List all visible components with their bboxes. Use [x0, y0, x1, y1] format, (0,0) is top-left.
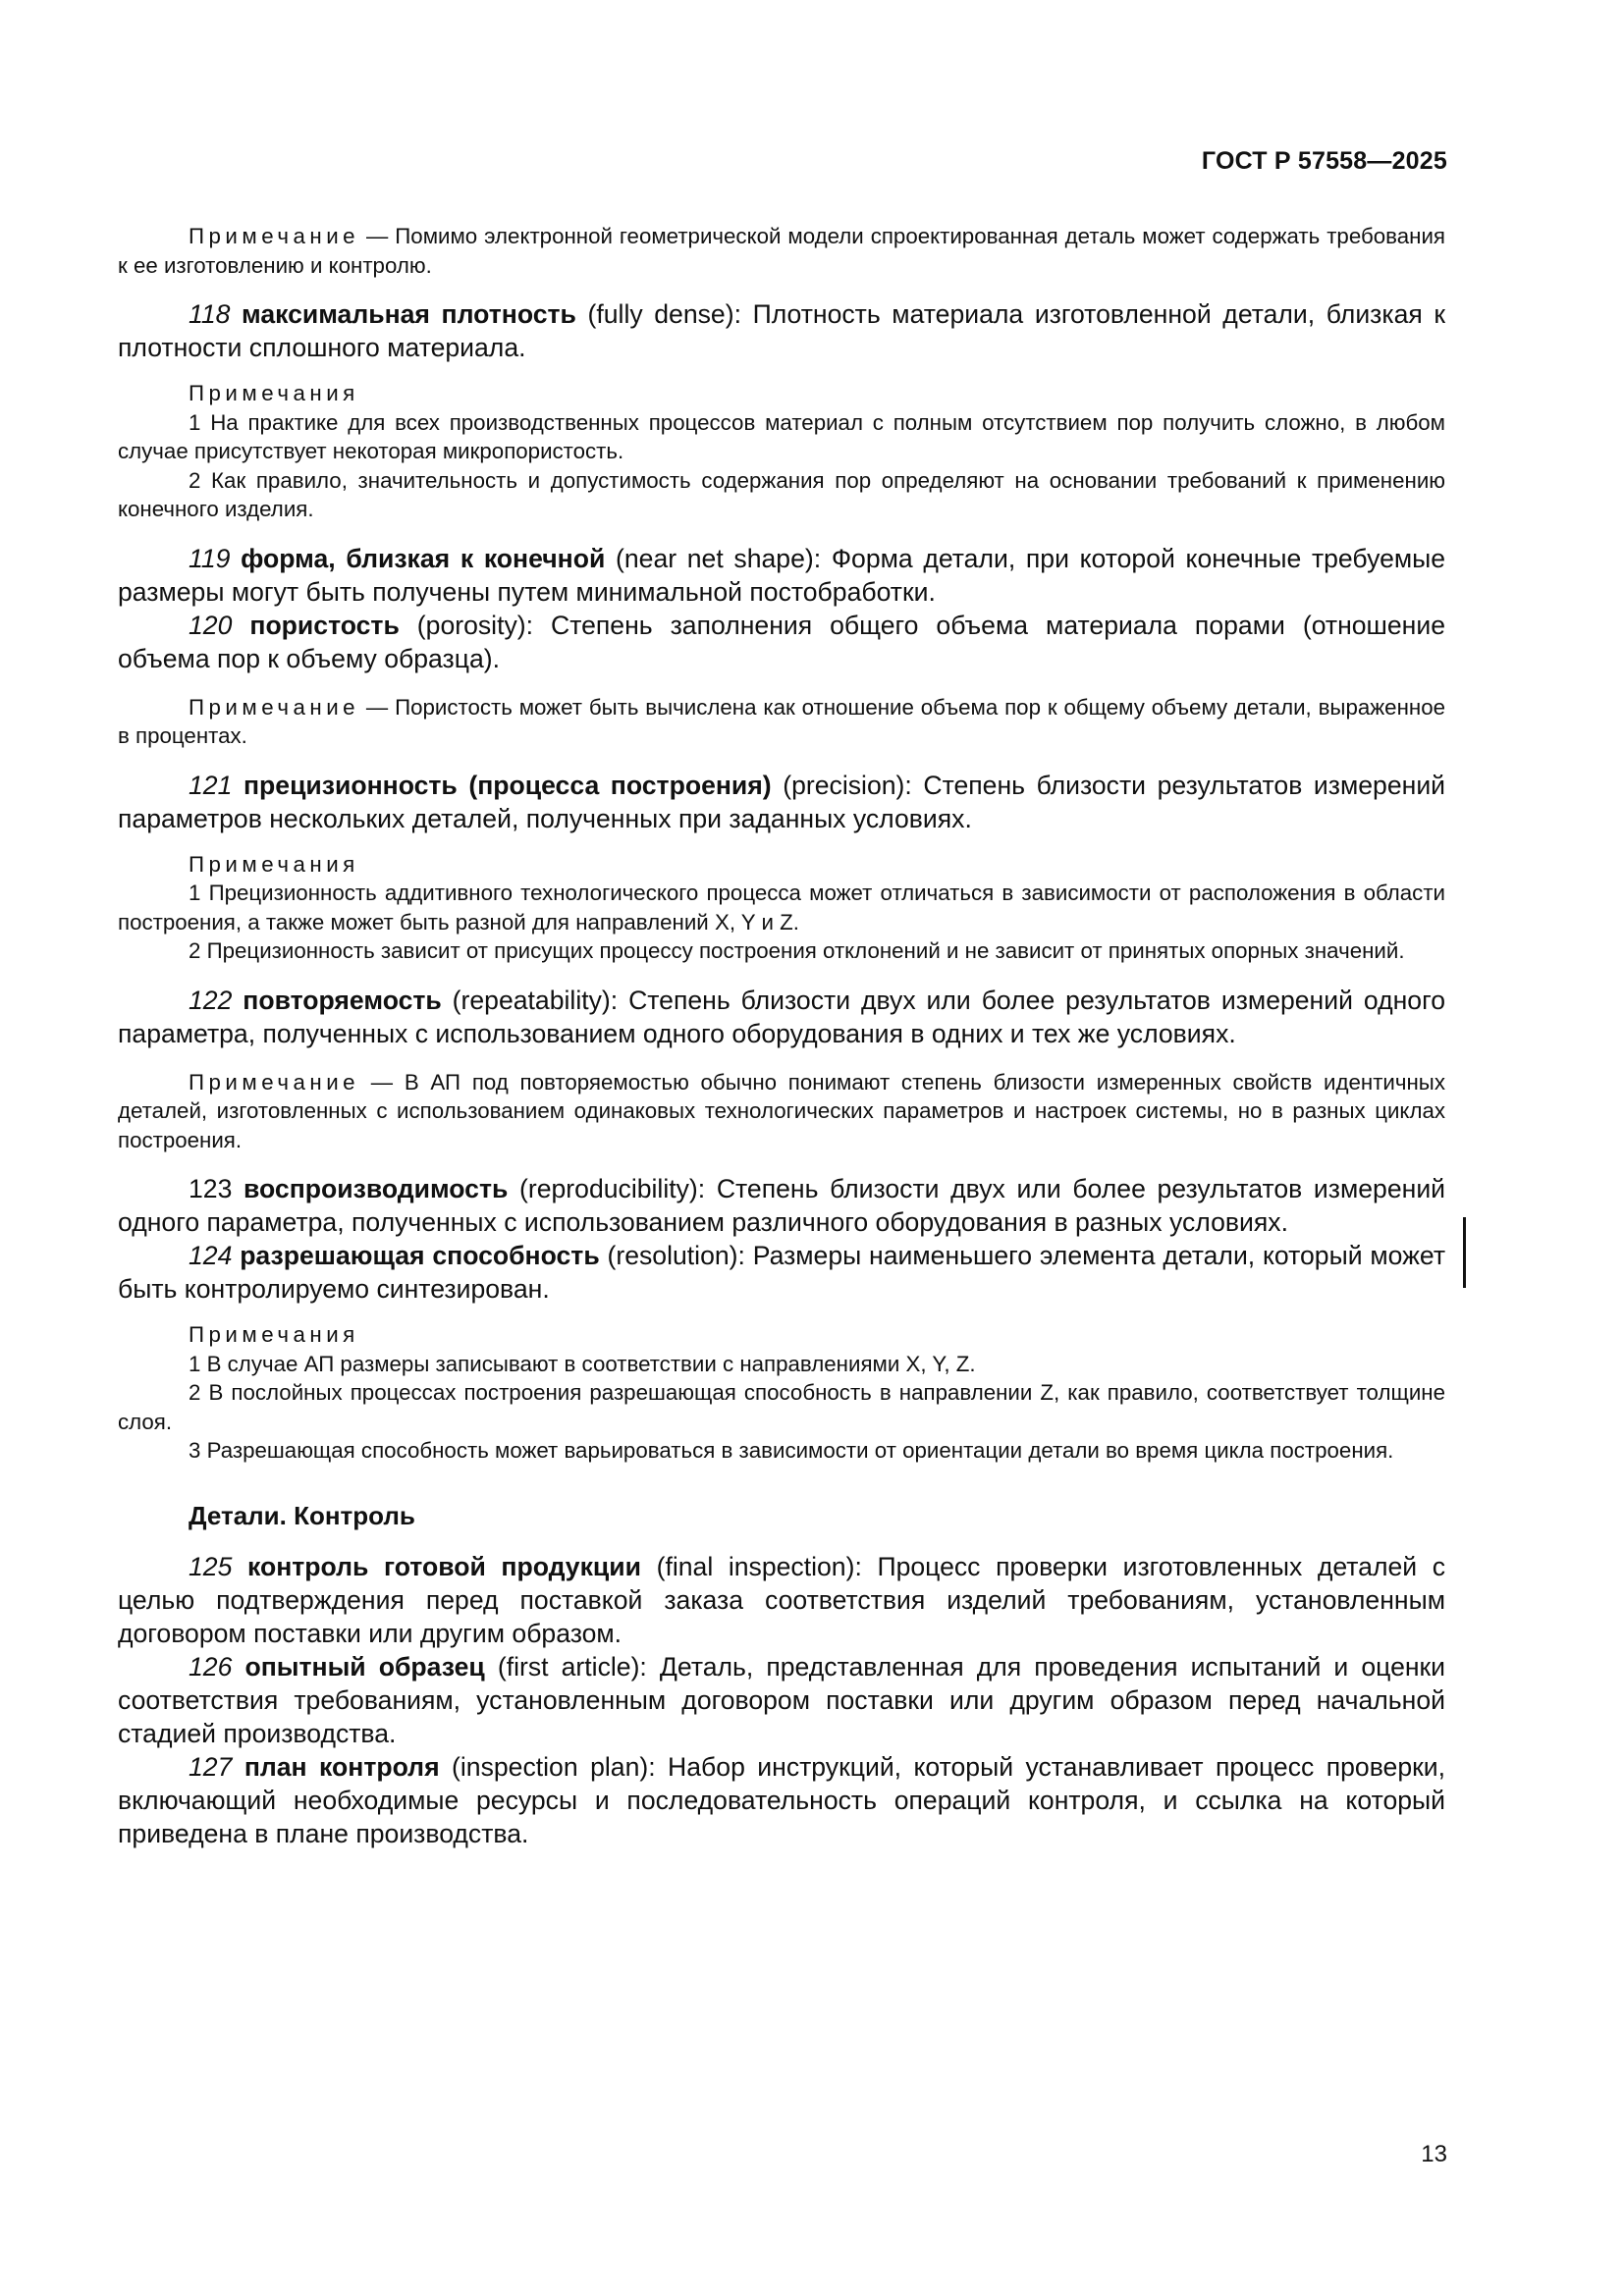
- term-name: форма, близкая к конечной: [241, 543, 606, 573]
- note: [118, 222, 1445, 280]
- term-122: [118, 984, 1445, 1050]
- term-number: 127: [189, 1751, 233, 1782]
- term-definition: Форма детали, при которой конечные требуемые размеры могут быть получены путем минимальной постобработки.: [118, 543, 1446, 607]
- note-label: Примечание: [189, 1069, 360, 1095]
- term-name: разрешающая способность: [240, 1241, 600, 1270]
- note: [118, 693, 1445, 751]
- term-english: (reproducibility):: [519, 1174, 706, 1203]
- term-english: (precision):: [783, 770, 912, 800]
- term-definition: Деталь, представленная для проведения испытаний и оценки соответствия требованиям, установленным договором поставки или другим образом перед начальной стадией производства.: [118, 1651, 1446, 1748]
- notes-label: Примечания: [189, 1322, 359, 1347]
- term-definition: Размеры наименьшего элемента детали, который может быть контролируемо синтезирован.: [118, 1241, 1446, 1304]
- term-number: 124: [189, 1241, 233, 1270]
- term-definition: Процесс проверки изготовленных деталей с целью подтверждения перед поставкой заказа соответствия изделий требованиям, установленным договором поставки или другим образом.: [118, 1551, 1446, 1648]
- term-name: повторяемость: [243, 985, 442, 1015]
- section-heading: Детали. Контроль: [189, 1500, 415, 1530]
- note-text: Помимо электронной геометрической модели спроектированная деталь может содержать требования к ее изготовлению и контролю.: [118, 224, 1445, 278]
- term-124: [118, 1239, 1445, 1306]
- term-definition: Степень близости результатов измерений параметров нескольких деталей, полученных при заданных условиях.: [118, 770, 1446, 833]
- term-number: 125: [189, 1551, 233, 1581]
- note-label: Примечание: [189, 694, 360, 720]
- note-dash: —: [370, 1069, 394, 1095]
- note-text: В АП под повторяемостью обычно понимают степень близости измеренных свойств идентичных деталей, изготовленных с использованием одинаковых технологических параметров и настроек системы, но в разных циклах построения.: [118, 1069, 1445, 1152]
- term-name: пористость: [249, 610, 400, 640]
- term-number: 122: [189, 985, 233, 1015]
- term-english: (inspection plan):: [452, 1751, 656, 1782]
- document-header: ГОСТ Р 57558—2025: [1201, 147, 1447, 175]
- notes-label: Примечания: [189, 851, 359, 877]
- term-120: [118, 609, 1445, 675]
- note-item: 2 В послойных процессах построения разрешающая способность в направлении Z, как правило, соответствует толщине слоя.: [118, 1380, 1445, 1434]
- term-english: (resolution):: [607, 1241, 745, 1270]
- term-number: 121: [189, 770, 233, 800]
- term-number: 123: [189, 1174, 233, 1203]
- note-item: 1 В случае АП размеры записывают в соответствии с направлениями X, Y, Z.: [189, 1351, 976, 1376]
- term-definition: Степень близости двух или более результатов измерений одного параметра, полученных с использованием различного оборудования в разных условиях.: [118, 1174, 1446, 1237]
- note-dash: —: [366, 224, 389, 248]
- notes: [118, 850, 1445, 966]
- page-number: 13: [1421, 2141, 1447, 2167]
- term-definition: Плотность материала изготовленной детали, близкая к плотности сплошного материала.: [118, 299, 1446, 362]
- document-body: [118, 222, 1445, 1850]
- note-item: 3 Разрешающая способность может варьироваться в зависимости от ориентации детали во время цикла построения.: [189, 1438, 1394, 1463]
- term-definition: Набор инструкций, который устанавливает процесс проверки, включающий необходимые ресурсы и последовательность операций контроля, и ссылка на который приведена в плане производства.: [118, 1751, 1445, 1848]
- note-item: 2 Как правило, значительность и допустимость содержания пор определяют на основании требований к применению конечного изделия.: [118, 467, 1445, 521]
- term-name: план контроля: [244, 1751, 440, 1782]
- term-definition: Степень близости двух или более результатов измерений одного параметра, полученных с использованием одного оборудования в одних и тех же условиях.: [118, 985, 1445, 1048]
- term-number: 126: [189, 1651, 233, 1682]
- term-definition: Степень заполнения общего объема материала порами (отношение объема пор к объему образца).: [118, 610, 1446, 673]
- note-item: 2 Прецизионность зависит от присущих процессу построения отклонений и не зависит от принятых опорных значений.: [189, 938, 1405, 963]
- note-label: Примечание: [189, 224, 360, 248]
- term-english: (final inspection):: [656, 1551, 862, 1581]
- term-123: [118, 1172, 1445, 1239]
- term-english: (fully dense):: [587, 299, 741, 329]
- notes: [118, 379, 1445, 524]
- note-item: 1 На практике для всех производственных процессов материал с полным отсутствием пор получить сложно, в любом случае присутствует некоторая микропористость.: [118, 409, 1445, 463]
- term-126: [118, 1650, 1445, 1750]
- term-121: [118, 769, 1445, 835]
- term-125: [118, 1550, 1445, 1650]
- term-name: контроль готовой продукции: [247, 1551, 641, 1581]
- term-english: (first article):: [497, 1651, 647, 1682]
- note-item: 1 Прецизионность аддитивного технологического процесса может отличаться в зависимости от расположения в области построения, а также может быть разной для направлений X, Y и Z.: [118, 881, 1445, 934]
- term-127: [118, 1750, 1445, 1850]
- revision-change-bar: [1463, 1217, 1466, 1288]
- term-english: (near net shape):: [616, 543, 822, 573]
- term-name: опытный образец: [244, 1651, 485, 1682]
- term-number: 120: [189, 610, 233, 640]
- term-name: максимальная плотность: [242, 299, 576, 329]
- term-118: [118, 297, 1445, 364]
- notes: [118, 1320, 1445, 1466]
- term-number: 119: [189, 543, 231, 573]
- note: [118, 1068, 1445, 1155]
- note-dash: —: [365, 694, 389, 720]
- term-number: 118: [189, 299, 231, 329]
- notes-label: Примечания: [189, 381, 359, 405]
- term-english: (porosity):: [416, 610, 534, 640]
- term-name: воспроизводимость: [244, 1174, 509, 1203]
- term-english: (repeatability):: [452, 985, 619, 1015]
- term-name: прецизионность (процесса построения): [243, 770, 772, 800]
- term-119: [118, 542, 1445, 609]
- note-text: Пористость может быть вычислена как отношение объема пор к общему объему детали, выраженное в процентах.: [118, 694, 1445, 748]
